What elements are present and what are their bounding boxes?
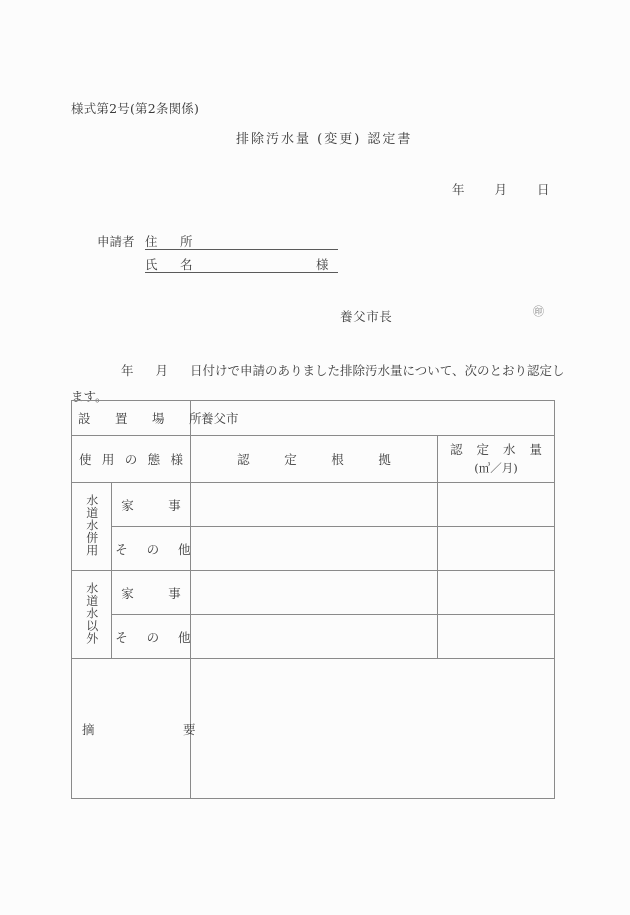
applicant-address-row: [145, 232, 345, 255]
usage-header-cell: [72, 436, 191, 483]
kind-cell: [112, 615, 194, 659]
group-label-combined: 水道水併用: [84, 493, 99, 557]
form-number: 様式第2号(第2条関係): [71, 101, 200, 116]
note-value-cell[interactable]: [191, 659, 555, 799]
issue-date-day: 日: [536, 182, 550, 197]
applicant-honorific: 様: [316, 257, 329, 272]
basis-cell[interactable]: [191, 615, 438, 659]
install-place-value: 養父市: [201, 411, 239, 426]
install-place-label-cell: [72, 401, 208, 436]
applicant-name-row: [145, 255, 345, 278]
kind-cell: [112, 571, 191, 615]
basis-header-label: 認 定 根 拠: [237, 452, 395, 467]
group-label-cell-other: [72, 571, 112, 659]
table-row-note: [72, 659, 555, 799]
table-row: [72, 615, 555, 659]
usage-header-label: 使 用 の 態 様: [79, 452, 187, 467]
certification-table: [71, 400, 555, 799]
issuer-name: 養父市長: [340, 309, 393, 324]
page-title: 排除汚水量 (変更) 認定書: [236, 132, 413, 147]
applicant-fields: [145, 232, 345, 278]
table-row: [72, 483, 555, 527]
body-month: 月: [155, 363, 169, 378]
issue-date-line: [452, 180, 549, 198]
group-label-cell-combined: [72, 483, 112, 571]
amount-header-cell: [438, 436, 555, 483]
table-header-row: [72, 436, 555, 483]
issue-date-year: 年: [452, 182, 465, 197]
table-row-install-place: [72, 401, 555, 436]
body-year: 年: [121, 363, 134, 378]
install-place-label: 設 置 場 所: [78, 411, 208, 426]
amount-header-unit: (㎥／月): [474, 461, 518, 475]
amount-cell[interactable]: [438, 483, 555, 527]
table-row: [72, 571, 555, 615]
kind-label: 家 事: [121, 585, 184, 601]
seal-icon: ㊞: [533, 305, 544, 318]
note-label-cell: [72, 659, 234, 799]
group-label-other: 水道水以外: [84, 581, 99, 645]
applicant-name-label: 氏 名: [145, 257, 198, 272]
note-label: 摘 要: [82, 721, 234, 737]
kind-label: 家 事: [121, 497, 184, 513]
kind-label: そ の 他: [115, 541, 194, 557]
basis-cell[interactable]: [191, 483, 438, 527]
issue-date-month: 月: [494, 182, 507, 197]
install-place-value-cell[interactable]: [191, 401, 555, 436]
amount-header-label: 認 定 水 量: [450, 442, 547, 457]
applicant-address-rule: [145, 249, 338, 250]
amount-cell[interactable]: [438, 615, 555, 659]
applicant-label: 申請者: [97, 234, 135, 249]
body-sentence: 日付けで申請のありました排除汚水量について、次のとおり認定します。: [71, 363, 565, 404]
basis-cell[interactable]: [191, 571, 438, 615]
amount-cell[interactable]: [438, 527, 555, 571]
kind-cell: [112, 483, 191, 527]
kind-label: そ の 他: [115, 629, 194, 645]
basis-cell[interactable]: [191, 527, 438, 571]
applicant-address-label: 住 所: [145, 234, 198, 249]
kind-cell: [112, 527, 194, 571]
amount-cell[interactable]: [438, 571, 555, 615]
basis-header-cell: [191, 436, 438, 483]
table-row: [72, 527, 555, 571]
applicant-name-rule: [145, 272, 338, 273]
